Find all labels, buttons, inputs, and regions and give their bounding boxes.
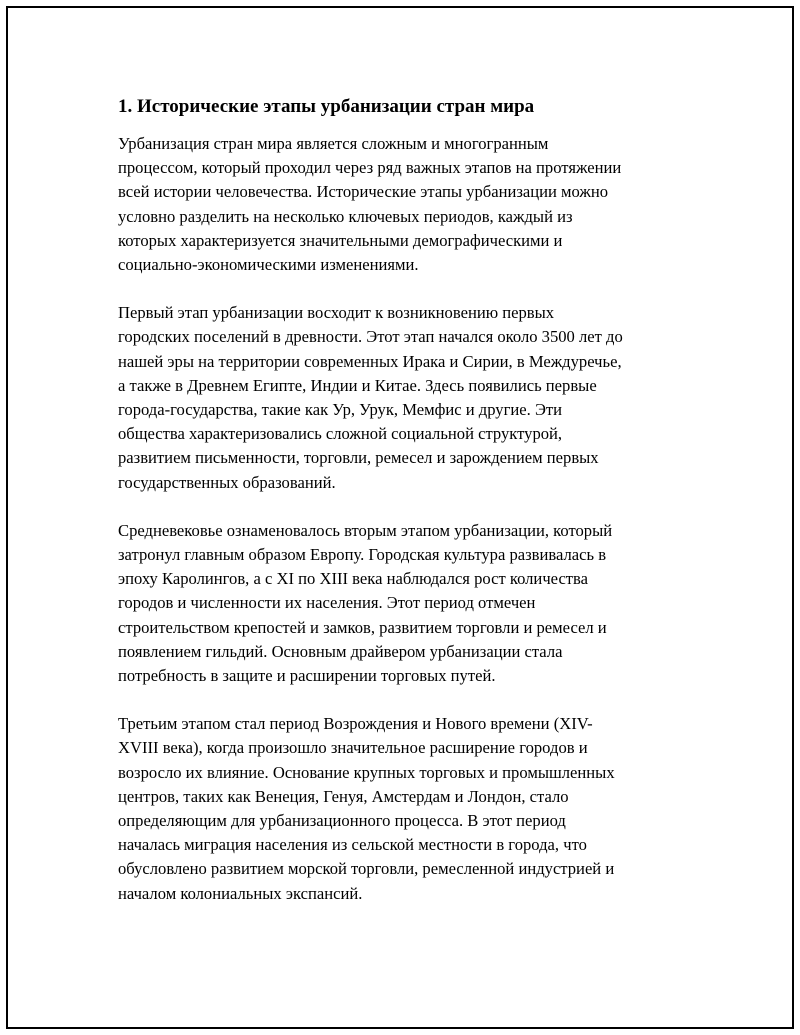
text-line: Средневековье ознаменовалось вторым этапом урбанизации, который [118, 520, 613, 540]
text-line: обусловлено развитием морской торговли, ремесленной индустрией и [118, 859, 615, 879]
paragraph-intro [118, 132, 698, 277]
text-line: Первый этап урбанизации восходит к возникновению первых [118, 303, 555, 323]
text-line: городов и численности их населения. Этот период отмечен [118, 593, 536, 613]
document-body [118, 94, 698, 930]
text-line: а также в Древнем Египте, Индии и Китае. Здесь появились первые [118, 375, 597, 395]
text-line: строительством крепостей и замков, развитием торговли и ремесел и [118, 617, 607, 637]
text-line: Третьим этапом стал период Возрождения и Нового времени (XIV- [118, 714, 593, 734]
section-heading: 1. Исторические этапы урбанизации стран мира [118, 96, 535, 117]
paragraph-third-stage [118, 712, 698, 906]
text-line: условно разделить на несколько ключевых периодов, каждый из [118, 206, 573, 226]
text-line: XVIII века), когда произошло значительное расширение городов и [118, 738, 588, 758]
text-line: появлением гильдий. Основным драйвером урбанизации стала [118, 641, 563, 661]
text-line: началом колониальных экспансий. [118, 883, 363, 903]
text-line: потребность в защите и расширении торговых путей. [118, 666, 496, 686]
text-line: общества характеризовались сложной социальной структурой, [118, 424, 563, 444]
text-line: развитием письменности, торговли, ремесел и зарождением первых [118, 448, 599, 468]
paragraph-second-stage [118, 519, 698, 688]
text-line: социально-экономическими изменениями. [118, 255, 419, 275]
text-line: городских поселений в древности. Этот этап начался около 3500 лет до [118, 327, 623, 347]
text-line: всей истории человечества. Исторические этапы урбанизации можно [118, 182, 609, 202]
text-line: государственных образований. [118, 472, 336, 492]
text-line: Урбанизация стран мира является сложным и многогранным [118, 134, 549, 153]
text-line: определяющим для урбанизационного процесса. В этот период [118, 811, 566, 831]
text-line: которых характеризуется значительными демографическими и [118, 230, 563, 250]
text-line: возросло их влияние. Основание крупных торговых и промышленных [118, 762, 615, 782]
text-line: центров, таких как Венеция, Генуя, Амстердам и Лондон, стало [118, 786, 569, 806]
text-line: началась миграция населения из сельской местности в города, что [118, 835, 587, 855]
text-line: города-государства, такие как Ур, Урук, Мемфис и другие. Эти [118, 400, 563, 420]
paragraph-first-stage [118, 301, 698, 495]
text-line: эпоху Каролингов, а с XI по XIII века наблюдался рост количества [118, 569, 589, 589]
text-line: процессом, который проходил через ряд важных этапов на протяжении [118, 158, 622, 178]
text-line: нашей эры на территории современных Ирака и Сирии, в Междуречье, [118, 351, 622, 371]
text-line: затронул главным образом Европу. Городская культура развивалась в [118, 545, 607, 565]
